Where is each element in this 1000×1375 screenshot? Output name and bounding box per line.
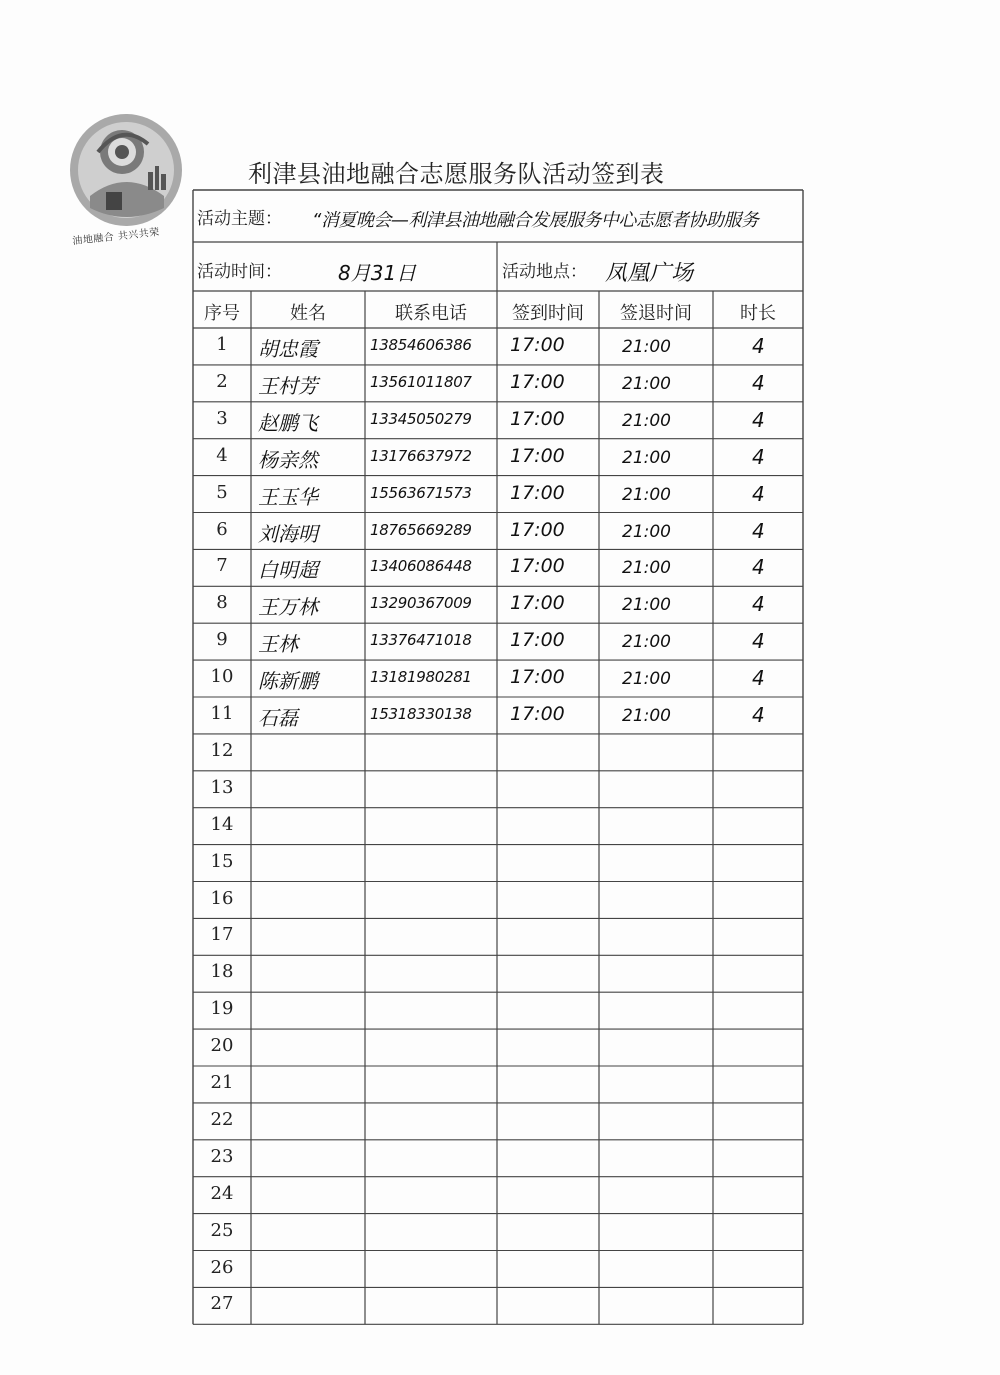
row-sign-in-time: 17:00 bbox=[510, 334, 565, 356]
row-number: 16 bbox=[210, 887, 234, 909]
place-label: 活动地点： bbox=[502, 262, 587, 282]
row-phone: 13176637972 bbox=[370, 446, 472, 465]
row-number: 26 bbox=[210, 1256, 234, 1278]
row-number: 24 bbox=[210, 1182, 234, 1204]
row-number: 27 bbox=[210, 1293, 234, 1315]
row-number: 3 bbox=[216, 407, 228, 429]
row-sign-out-time: 21:00 bbox=[622, 484, 671, 505]
row-sign-out-time: 21:00 bbox=[622, 410, 671, 431]
theme-label: 活动主题： bbox=[197, 209, 282, 229]
row-number: 13 bbox=[210, 776, 234, 798]
row-number: 18 bbox=[210, 961, 234, 983]
row-sign-out-time: 21:00 bbox=[622, 373, 671, 394]
row-duration: 4 bbox=[752, 592, 765, 617]
row-number: 5 bbox=[216, 481, 228, 503]
row-number: 25 bbox=[210, 1219, 234, 1241]
row-duration: 4 bbox=[752, 370, 765, 395]
row-sign-out-time: 21:00 bbox=[622, 447, 671, 468]
header-sign-in-time: 签到时间 bbox=[512, 303, 584, 324]
row-number: 2 bbox=[216, 370, 228, 392]
theme-value: “消夏晚会—利津县油地融合发展服务中心志愿者协助服务 bbox=[312, 210, 759, 231]
row-number: 17 bbox=[210, 924, 234, 946]
row-sign-in-time: 17:00 bbox=[510, 592, 565, 615]
row-sign-in-time: 17:00 bbox=[510, 703, 565, 725]
header-sign-out-time: 签退时间 bbox=[620, 303, 692, 324]
row-phone: 13854606386 bbox=[370, 336, 472, 354]
place-value: 凤凰广场 bbox=[605, 261, 694, 286]
row-sign-in-time: 17:00 bbox=[510, 518, 565, 541]
row-name: 陈新鹏 bbox=[258, 669, 318, 694]
row-name: 王万林 bbox=[258, 595, 318, 620]
row-number: 20 bbox=[210, 1035, 234, 1057]
row-phone: 13561011807 bbox=[370, 372, 472, 391]
row-sign-in-time: 17:00 bbox=[510, 444, 565, 467]
row-name: 杨亲然 bbox=[258, 447, 318, 472]
row-duration: 4 bbox=[752, 334, 765, 358]
logo-caption: 油地融合 共兴共荣 bbox=[71, 227, 161, 248]
row-number: 15 bbox=[210, 850, 234, 872]
header-name: 姓名 bbox=[290, 303, 326, 324]
row-name: 王玉华 bbox=[258, 484, 318, 509]
header-phone: 联系电话 bbox=[395, 303, 467, 324]
row-sign-out-time: 21:00 bbox=[622, 632, 671, 653]
row-number: 1 bbox=[216, 334, 228, 355]
row-sign-out-time: 21:00 bbox=[622, 669, 671, 690]
row-sign-in-time: 17:00 bbox=[510, 370, 565, 393]
row-name: 王林 bbox=[258, 632, 298, 657]
row-duration: 4 bbox=[752, 481, 765, 506]
row-number: 23 bbox=[210, 1145, 234, 1167]
row-sign-in-time: 17:00 bbox=[510, 407, 565, 430]
row-sign-out-time: 21:00 bbox=[622, 558, 671, 579]
row-sign-in-time: 17:00 bbox=[510, 629, 565, 652]
row-number: 11 bbox=[210, 703, 234, 724]
row-number: 19 bbox=[210, 998, 234, 1020]
row-number: 12 bbox=[210, 739, 234, 761]
row-duration: 4 bbox=[752, 555, 765, 580]
row-sign-out-time: 21:00 bbox=[622, 706, 671, 726]
row-duration: 4 bbox=[752, 444, 765, 469]
row-name: 白明超 bbox=[258, 558, 318, 583]
row-phone: 13345050279 bbox=[370, 409, 472, 428]
row-phone: 15563671573 bbox=[370, 483, 472, 502]
row-sign-in-time: 17:00 bbox=[510, 666, 565, 689]
header-seq: 序号 bbox=[204, 303, 240, 324]
row-duration: 4 bbox=[752, 518, 765, 543]
time-label: 活动时间： bbox=[197, 262, 282, 282]
row-number: 14 bbox=[210, 813, 234, 835]
row-number: 4 bbox=[216, 444, 228, 466]
row-number: 8 bbox=[216, 592, 228, 614]
row-phone: 15318330138 bbox=[370, 705, 472, 723]
row-phone: 13181980281 bbox=[370, 668, 472, 687]
row-number: 6 bbox=[216, 518, 228, 540]
row-number: 10 bbox=[210, 666, 234, 688]
row-number: 21 bbox=[210, 1072, 234, 1093]
row-sign-in-time: 17:00 bbox=[510, 481, 565, 504]
page-title: 利津县油地融合志愿服务队活动签到表 bbox=[248, 160, 665, 188]
row-name: 胡忠霞 bbox=[258, 337, 318, 361]
row-name: 刘海明 bbox=[258, 521, 318, 546]
row-phone: 13406086448 bbox=[370, 557, 472, 576]
row-name: 王村芳 bbox=[258, 373, 318, 398]
time-value: 8月31日 bbox=[338, 261, 417, 285]
row-number: 7 bbox=[216, 555, 228, 577]
row-duration: 4 bbox=[752, 703, 765, 727]
row-name: 赵鹏飞 bbox=[258, 410, 318, 435]
row-number: 22 bbox=[210, 1108, 234, 1130]
row-sign-out-time: 21:00 bbox=[622, 337, 671, 357]
row-number: 9 bbox=[216, 629, 228, 651]
row-duration: 4 bbox=[752, 666, 765, 691]
row-duration: 4 bbox=[752, 629, 765, 654]
row-sign-out-time: 21:00 bbox=[622, 595, 671, 616]
row-duration: 4 bbox=[752, 407, 765, 432]
row-name: 石磊 bbox=[258, 706, 298, 730]
row-sign-in-time: 17:00 bbox=[510, 555, 565, 578]
row-sign-out-time: 21:00 bbox=[622, 521, 671, 542]
row-phone: 13290367009 bbox=[370, 594, 472, 613]
row-phone: 18765669289 bbox=[370, 520, 472, 539]
row-phone: 13376471018 bbox=[370, 631, 472, 650]
header-duration: 时长 bbox=[740, 303, 776, 324]
